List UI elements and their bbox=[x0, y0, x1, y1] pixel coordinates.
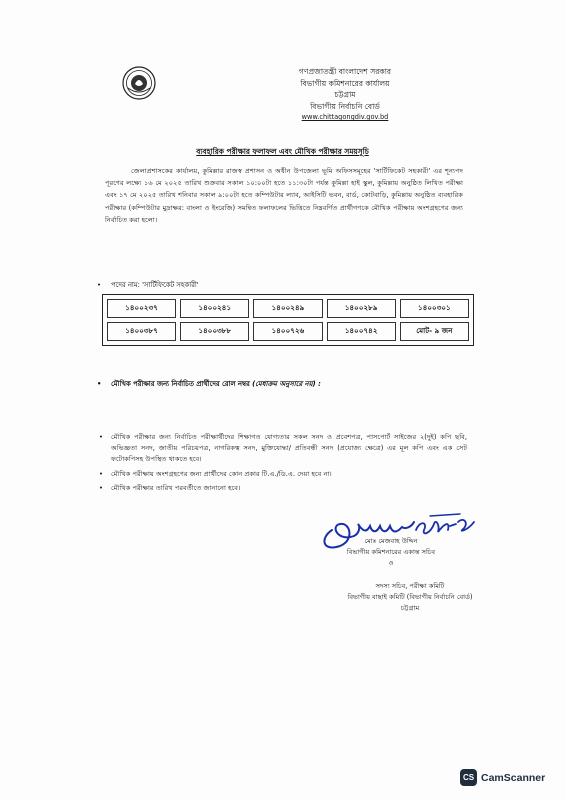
roll-cell: ১৪০০২৮৯ bbox=[327, 299, 396, 318]
roll-cell: ১৪০০৩৮৮ bbox=[180, 322, 249, 341]
signatory-place: চট্টগ্রাম bbox=[400, 603, 420, 612]
roll-cell: ১৪০০২৪১ bbox=[180, 299, 249, 318]
total-count-cell: মোট- ৯ জন bbox=[400, 322, 469, 341]
signatory-member: সদস্য সচিব, পরীক্ষা কমিটি bbox=[375, 582, 445, 590]
letterhead-line-1: গণপ্রজাতন্ত্রী বাংলাদেশ সরকার bbox=[298, 67, 392, 76]
instruction-list bbox=[97, 432, 467, 497]
roll-cell: ১৪০০২৪৯ bbox=[253, 299, 322, 318]
signatory-designation: বিভাগীয় কমিশনারের একান্ত সচিব bbox=[346, 547, 436, 556]
signatory-committee: বিভাগীয় বাছাই কমিটি (বিভাগীয় নির্বাচনি বোর্ড) bbox=[347, 592, 473, 601]
notice-title: ব্যবহারিক পরীক্ষার ফলাফল এবং মৌখিক পরীক্ষার সময়সূচি bbox=[196, 147, 369, 156]
list-item: • মৌখিক পরীক্ষায় অংশগ্রহণের জন্য প্রার্থীদের কোন প্রকার টি.এ./ডি.এ. দেয়া হবে না। bbox=[97, 469, 467, 480]
signature-block-role bbox=[305, 581, 515, 613]
roll-cell: ১৪০০৩৮৭ bbox=[107, 322, 176, 341]
letterhead-line-4: বিভাগীয় নির্বাচনি বোর্ড bbox=[310, 101, 380, 111]
camscanner-logo-icon: CS bbox=[460, 769, 477, 786]
bullet-icon: • bbox=[97, 380, 102, 388]
roll-number-table bbox=[102, 294, 474, 346]
table-row bbox=[107, 299, 469, 318]
rolls-heading-note: (মেধাক্রম অনুসারে নয়) : bbox=[252, 380, 321, 388]
rolls-heading-text: মৌখিক পরীক্ষার জন্য নির্বাচিত প্রার্থীদের রোল নম্বর bbox=[111, 380, 250, 388]
post-name-line bbox=[97, 280, 199, 290]
signature-block bbox=[296, 536, 486, 568]
letterhead bbox=[200, 66, 490, 122]
signatory-and: ও bbox=[388, 558, 394, 567]
letterhead-line-3: চট্টগ্রাম bbox=[334, 90, 356, 99]
government-seal-icon bbox=[122, 66, 156, 100]
rolls-heading bbox=[97, 379, 321, 389]
camscanner-text: CamScanner bbox=[481, 771, 546, 784]
camscanner-watermark bbox=[460, 769, 545, 786]
post-name-text: পদের নাম: 'সার্টিফিকেট সহকারী' bbox=[111, 281, 199, 289]
intro-paragraph: জেলাপ্রশাসকের কার্যালয়, কুমিল্লার রাজস্ব প্রশাসন ও অধীন উপজেলা ভূমি অফিসসমূহের 'সার্টিফিকেট সহকারী' এর শূন্যপদ পূরণের লক্ষ্যে ১৬ মে ২০২৫ তারিখ শুক্রবার সকাল ১০:০০টা হতে ১১:৩০টা পর্যন্ত কুমিল্লা হাই স্কুল, কুমিল্লায় অনুষ্ঠিত লিখিত পরীক্ষা এবং ১৭ মে ২০২৫ তারিখ শনিবার সকাল ৯:০০টা হতে কম্পিউটার ল্যাব, আইসিটি ভবন, বার্ড, কোটবাড়ি, কুমিল্লায় অনুষ্ঠিত ব্যবহারিক পরীক্ষার (কম্পিউটার মুদ্রাক্ষর: বাংলা ও ইংরেজি) সমন্বিত ফলাফলের ভিত্তিতে নিম্নবর্ণিত প্রার্থীগণকে মৌখিক পরীক্ষায় অংশগ্রহণের জন্য নির্বাচিত করা হলো। bbox=[105, 167, 463, 224]
roll-cell: ১৪০০৭২৬ bbox=[253, 322, 322, 341]
roll-cell: ১৪০০৩০১ bbox=[400, 299, 469, 318]
list-item: • মৌখিক পরীক্ষার জন্য নির্বাচিত পরীক্ষার্থীদের শিক্ষাগত যোগ্যতার সকল সনদ ও প্রবেশপত্র, পাসপোর্ট সাইজের ২(দুই) কপি ছবি, অভিজ্ঞতা সনদ, জাতীয় পরিচয়পত্র, নাগরিকত্ব সনদ, মুক্তিযোদ্ধা/ প্রতিবন্ধী সনদ (প্রযোজ্য ক্ষেত্রে) এর মূল কপি এবং এক সেট ফটোকপিসহ উপস্থিত থাকতে হবে। bbox=[97, 432, 467, 465]
table-row bbox=[107, 322, 469, 341]
signatory-name: মোঃ মেজবাহ উদ্দিন bbox=[364, 537, 418, 545]
bullet-icon: • bbox=[97, 281, 102, 289]
roll-cell: ১৪০০২৩৭ bbox=[107, 299, 176, 318]
website-link[interactable]: www.chittagongdiv.gov.bd bbox=[301, 113, 389, 121]
letterhead-line-2: বিভাগীয় কমিশনারের কার্যালয় bbox=[300, 78, 390, 88]
roll-cell: ১৪০০৭৪২ bbox=[327, 322, 396, 341]
list-item: • মৌখিক পরীক্ষার তারিখ পরবর্তীতে জানানো হবে। bbox=[97, 483, 467, 494]
